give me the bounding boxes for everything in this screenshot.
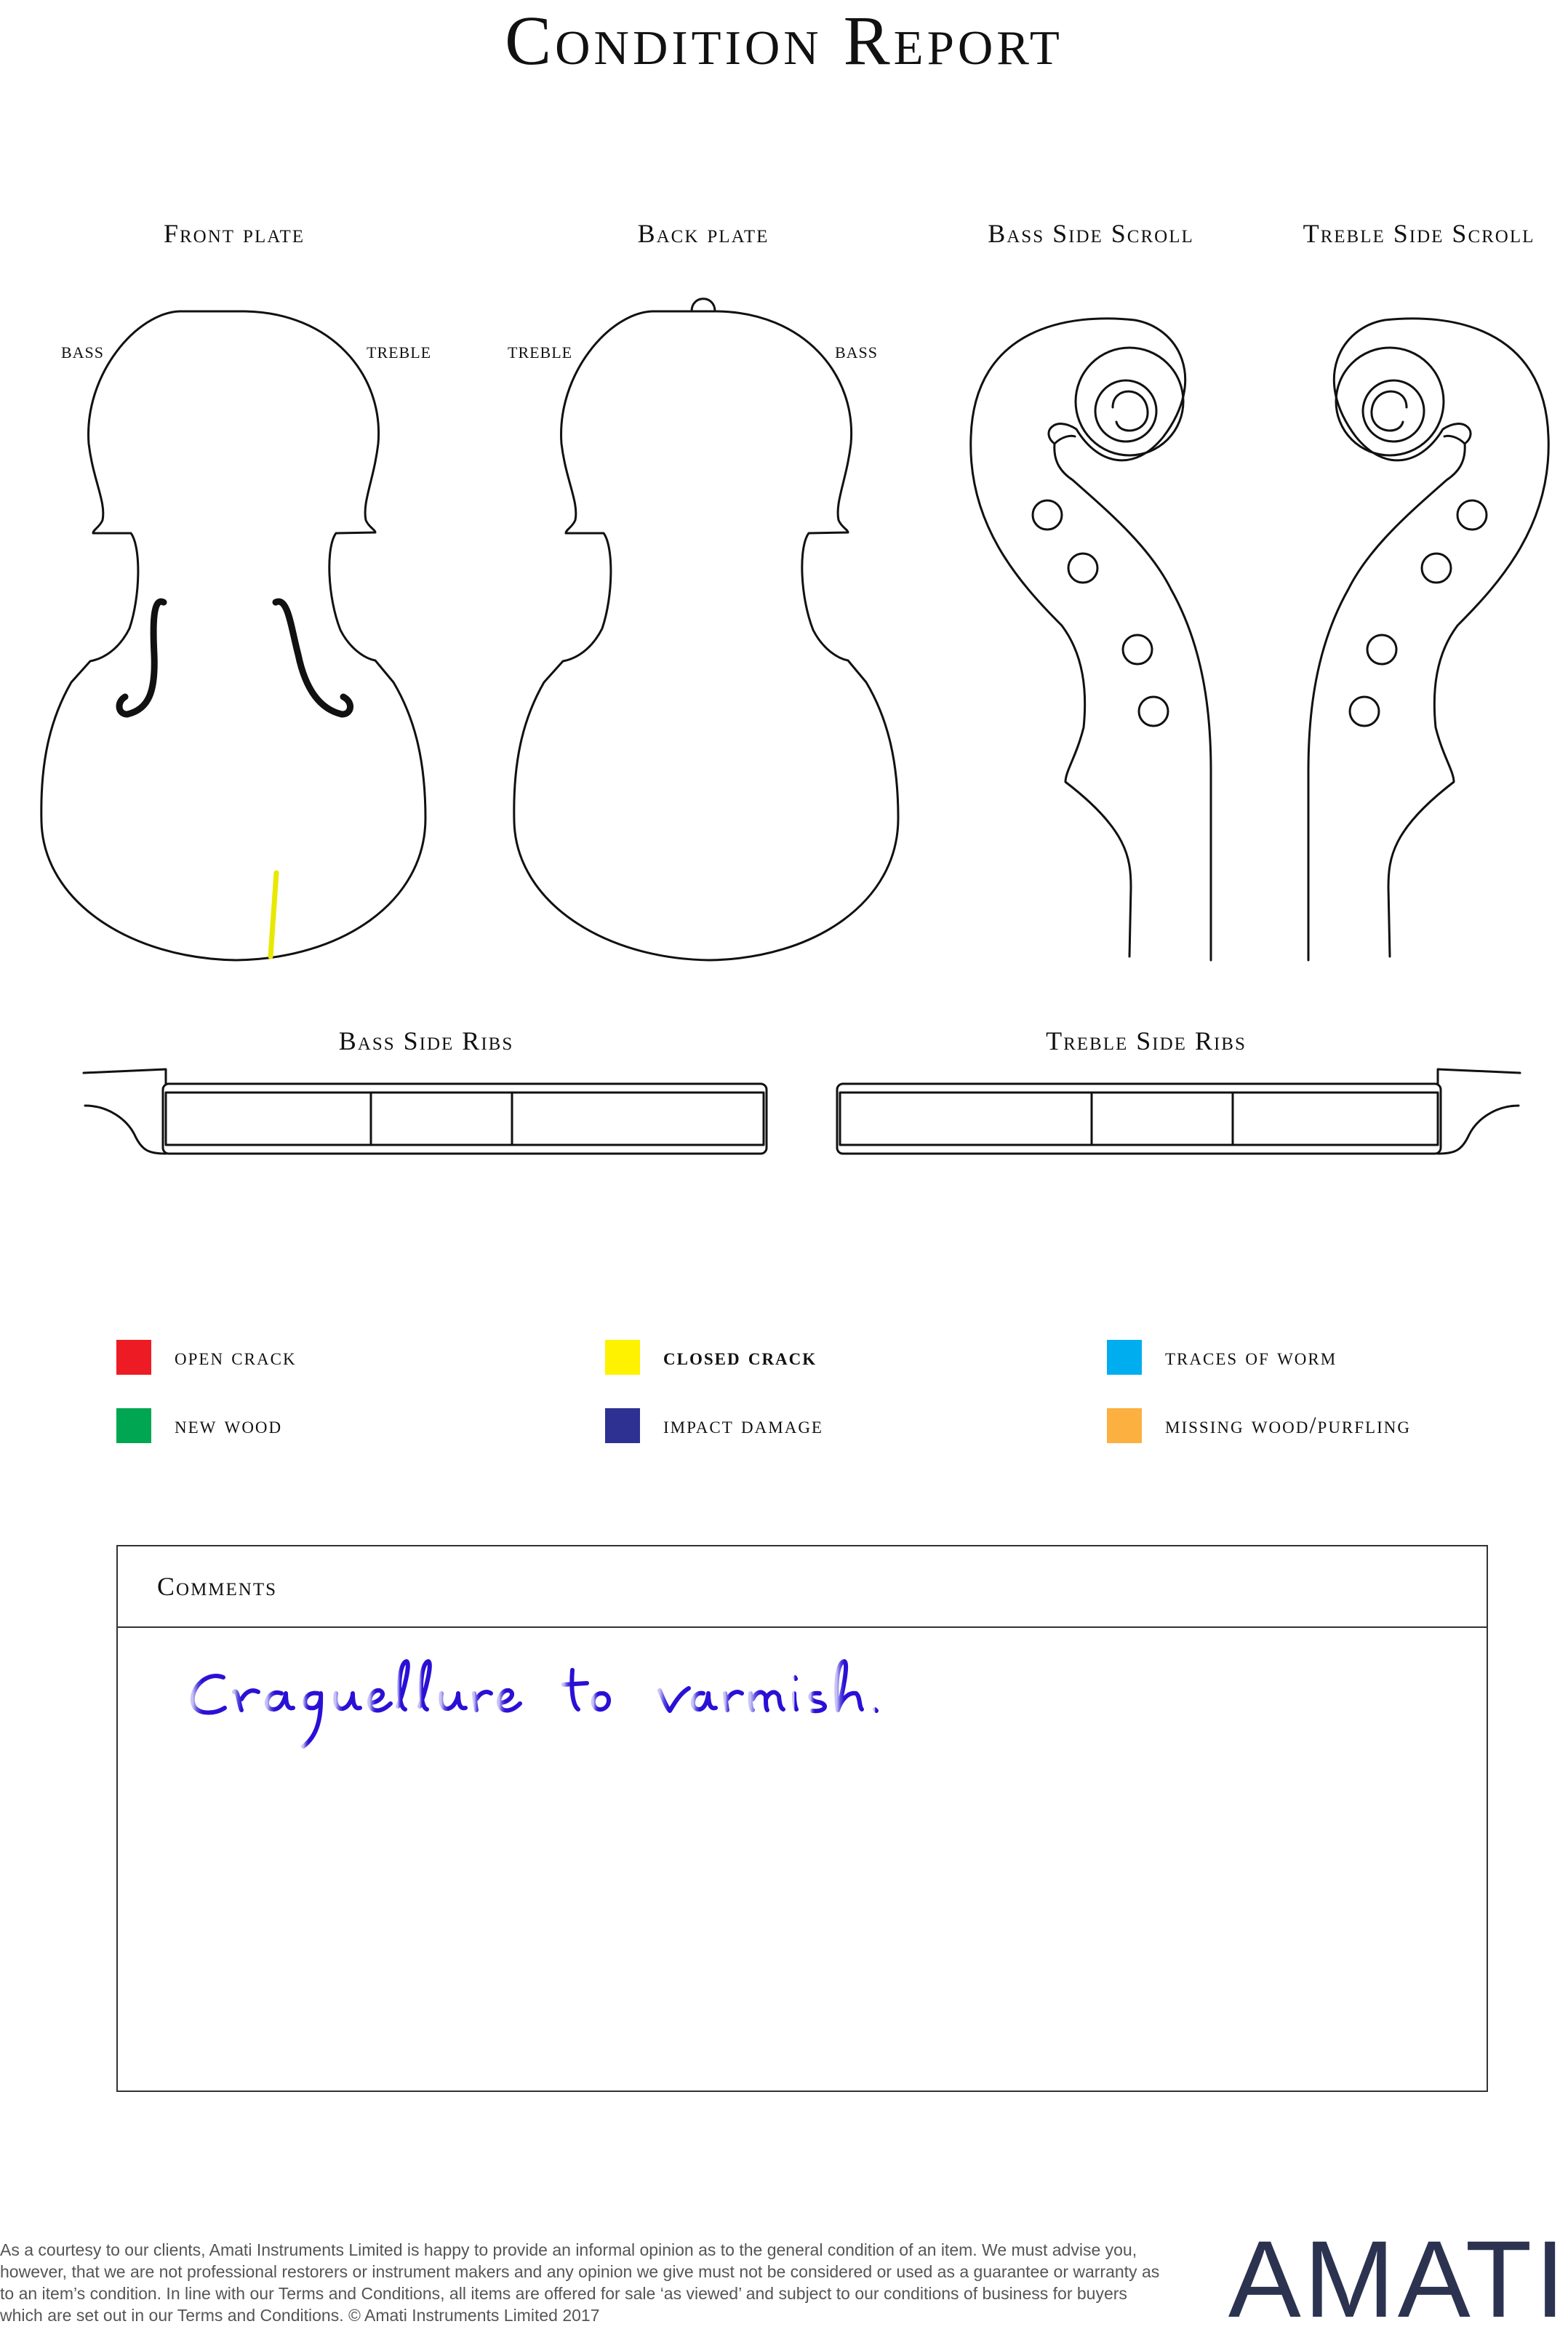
legend-swatch: [605, 1340, 640, 1375]
front-plate-label: Front plate: [163, 219, 305, 248]
legend-swatch: [116, 1408, 151, 1443]
front-plate-left-side-label: BASS: [61, 343, 105, 362]
comments-box: [116, 1545, 1488, 2092]
page-title: Condition Report: [505, 1, 1063, 79]
back-plate-right-side-label: BASS: [835, 343, 879, 362]
legend-label: open crack: [175, 1343, 297, 1370]
bass-side-scroll-drawing: [971, 319, 1211, 960]
treble-side-scroll-label: Treble Side Scroll: [1303, 219, 1535, 248]
legend-label: closed crack: [663, 1343, 817, 1370]
legend-swatch: [605, 1408, 640, 1443]
legend-item-missing-wood-purfling: [1107, 1408, 1411, 1443]
treble-side-scroll-drawing: [1308, 319, 1548, 960]
legend-swatch: [1107, 1340, 1142, 1375]
legend-label: missing wood/purfling: [1165, 1412, 1411, 1439]
back-plate-left-side-label: TREBLE: [508, 343, 573, 362]
legend-item-impact-damage: [605, 1408, 823, 1443]
legend-item-traces-of-worm: [1107, 1340, 1337, 1375]
bass-side-ribs-label: Bass Side Ribs: [338, 1026, 514, 1055]
legend-swatch: [116, 1340, 151, 1375]
back-plate-outline: [514, 311, 898, 960]
amati-logo: AMATI: [1228, 2218, 1568, 2340]
legend-item-new-wood: [116, 1408, 282, 1443]
handwritten-comment: [180, 1648, 907, 1761]
comments-heading: Comments: [118, 1546, 1487, 1628]
back-plate-label: Back plate: [637, 219, 769, 248]
bass-side-scroll-label: Bass Side Scroll: [988, 219, 1194, 248]
front-plate-right-side-label: TREBLE: [367, 343, 432, 362]
front-plate-outline: [41, 311, 425, 960]
bass-side-ribs-drawing: [84, 1069, 767, 1154]
legend-label: impact damage: [663, 1412, 823, 1439]
legend-swatch: [1107, 1408, 1142, 1443]
handwriting-strokes: [180, 1648, 907, 1757]
f-holes: [119, 602, 351, 714]
disclaimer-text: As a courtesy to our clients, Amati Instruments Limited is happy to provide an informal opinion as to the general condition of an item. We must advise you, however, that we are not professional restorers or instrument makers and any opinion we give must not be considered or used as a guarantee or warranty as to an item’s condition. In line with our Terms and Conditions, all items are offered for sale ‘as viewed’ and subject to our conditions of business for buyers which are set out in our Terms and Conditions. © Amati Instruments Limited 2017: [0, 2240, 1160, 2325]
back-plate-button: [692, 299, 715, 311]
front-plate-closed-crack-mark: [271, 873, 276, 957]
legend-label: traces of worm: [1165, 1343, 1337, 1370]
legend-item-closed-crack: [605, 1340, 817, 1375]
treble-side-ribs-drawing: [837, 1069, 1520, 1154]
legend-label: new wood: [175, 1412, 283, 1439]
legend-item-open-crack: [116, 1340, 297, 1375]
treble-side-ribs-label: Treble Side Ribs: [1046, 1026, 1247, 1055]
